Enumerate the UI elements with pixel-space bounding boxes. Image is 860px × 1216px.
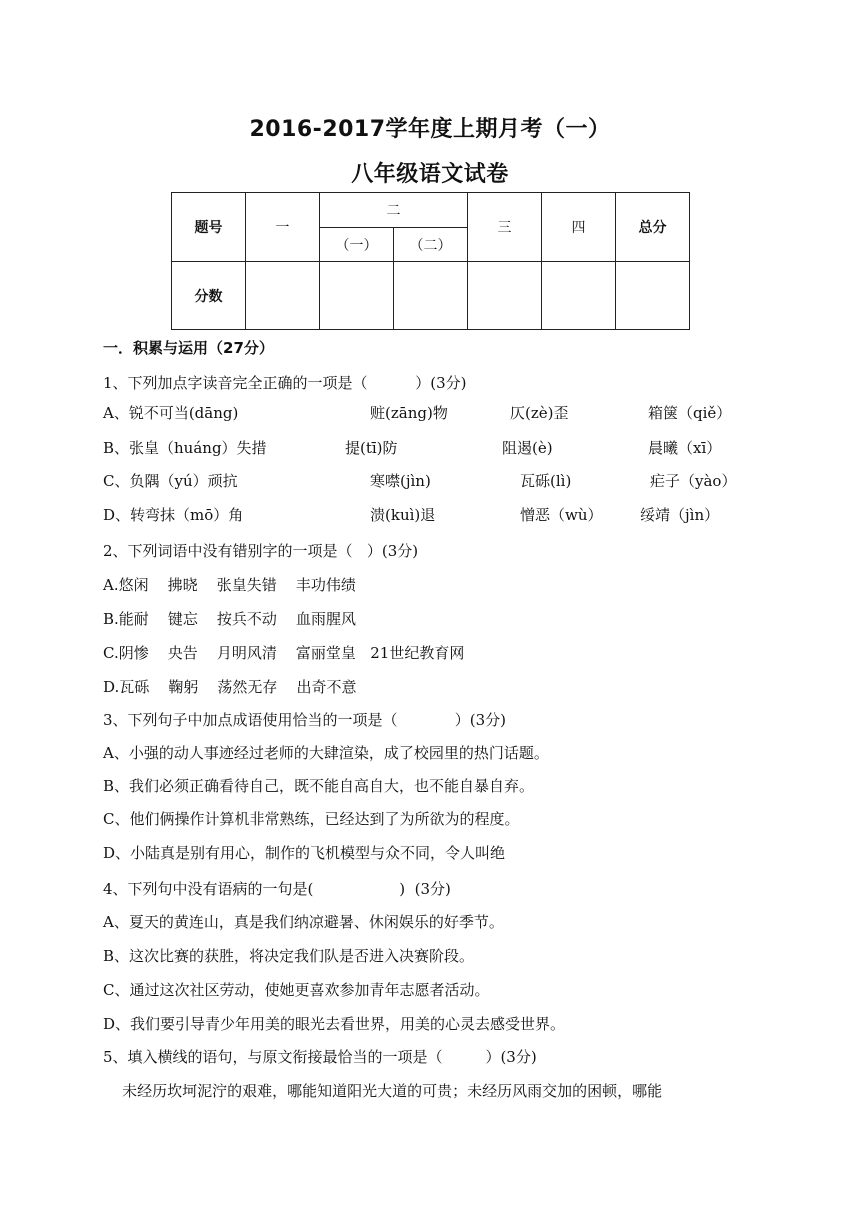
q1-option-b2: 提(tī)防 [345, 439, 398, 457]
q2-option-a: A.悠闲 拂晓 张皇失错 丰功伟绩 [103, 576, 356, 594]
question-1-stem: 1、下列加点字读音完全正确的一项是（ ）(3分) [103, 374, 467, 392]
q2-option-c: C.阴惨 央告 月明风清 富丽堂皇 21世纪教育网 [103, 644, 465, 662]
q1-option-d2: 溃(kuì)退 [370, 506, 436, 524]
q1-option-a2: 赃(zāng)物 [370, 404, 448, 422]
question-5-stem: 5、填入横线的语句，与原文衔接最恰当的一项是（ ）(3分) [103, 1048, 537, 1066]
section-heading: 一．积累与运用（27分） [103, 339, 274, 357]
question-4-stem: 4、下列句中没有语病的一句是( ) (3分) [103, 880, 451, 898]
q1-option-a1: A、锐不可当(dāng) [103, 404, 239, 422]
q1-option-b4: 晨曦（xī） [648, 439, 722, 457]
score-cell[interactable] [320, 262, 394, 330]
exam-subtitle: 八年级语文试卷 [351, 162, 509, 187]
question-2-stem: 2、下列词语中没有错别字的一项是（ ）(3分) [103, 542, 419, 560]
score-table-subheader-2: （二） [394, 228, 468, 262]
score-table-row-label: 分数 [172, 262, 246, 330]
q1-option-d4: 绥靖（jìn） [640, 506, 720, 524]
score-cell[interactable] [616, 262, 690, 330]
q4-option-a: A、夏天的黄连山，真是我们纳凉避暑、休闲娱乐的好季节。 [103, 913, 504, 931]
q3-option-b: B、我们必须正确看待自己，既不能自高自大，也不能自暴自弃。 [103, 777, 535, 795]
exam-title: 2016-2017学年度上期月考（一） [249, 117, 611, 142]
q4-option-d: D、我们要引导青少年用美的眼光去看世界，用美的心灵去感受世界。 [103, 1015, 566, 1033]
q4-option-c: C、通过这次社区劳动，使她更喜欢参加青年志愿者活动。 [103, 981, 490, 999]
q3-option-a: A、小强的动人事迹经过老师的大肆渲染，成了校园里的热门话题。 [103, 744, 549, 762]
score-cell[interactable] [468, 262, 542, 330]
question-3-stem: 3、下列句子中加点成语使用恰当的一项是（ ）(3分) [103, 711, 507, 729]
q1-option-a3: 仄(zè)歪 [510, 404, 569, 422]
score-table-header-number: 题号 [172, 193, 246, 262]
q1-option-a4: 箱箧（qiě） [648, 404, 732, 422]
q1-option-c4: 疟子（yào） [650, 472, 737, 490]
q5-passage: 未经历坎坷泥泞的艰难，哪能知道阳光大道的可贵；未经历风雨交加的困顿，哪能 [103, 1082, 663, 1100]
score-cell[interactable] [542, 262, 616, 330]
score-table-subheader-1: （一） [320, 228, 394, 262]
q2-option-d: D.瓦砾 鞠躬 荡然无存 出奇不意 [103, 678, 357, 696]
q1-option-d1: D、转弯抹（mō）角 [103, 506, 244, 524]
score-table-header-part1: 一 [246, 193, 320, 262]
score-cell[interactable] [246, 262, 320, 330]
score-table-header-part3: 三 [468, 193, 542, 262]
q1-option-c3: 瓦砾(lì) [520, 472, 572, 490]
q1-option-c2: 寒噤(jìn) [370, 472, 431, 490]
score-cell[interactable] [394, 262, 468, 330]
score-table [171, 192, 690, 330]
score-table-header-part4: 四 [542, 193, 616, 262]
q4-option-b: B、这次比赛的获胜，将决定我们队是否进入决赛阶段。 [103, 947, 475, 965]
q1-option-c1: C、负隅（yú）顽抗 [103, 472, 238, 490]
q1-option-d3: 憎恶（wù） [520, 506, 603, 524]
q1-option-b1: B、张皇（huáng）失措 [103, 439, 267, 457]
q1-option-b3: 阻遏(è) [502, 439, 553, 457]
score-table-header-total: 总分 [616, 193, 690, 262]
score-table-header-part2: 二 [320, 193, 468, 228]
q3-option-d: D、小陆真是别有用心，制作的飞机模型与众不同，令人叫绝 [103, 844, 506, 862]
q3-option-c: C、他们俩操作计算机非常熟练，已经达到了为所欲为的程度。 [103, 810, 520, 828]
q2-option-b: B.能耐 键忘 按兵不动 血雨腥风 [103, 610, 357, 628]
